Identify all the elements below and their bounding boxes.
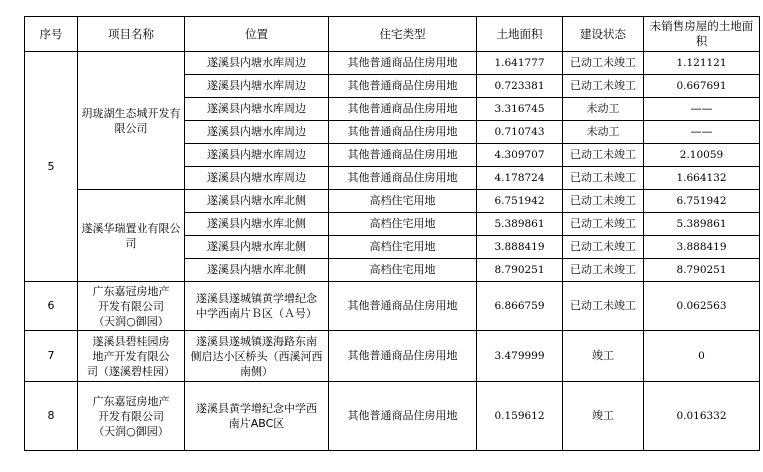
unsold-cell: 8.790251 [644, 259, 760, 282]
seq-cell: 7 [25, 331, 78, 382]
location-cell: 遂溪县内塘水库周边 [185, 167, 329, 190]
location-line: 南侧） [240, 364, 273, 378]
status-cell: 未动工 [563, 98, 644, 121]
area-cell: 1.641777 [477, 52, 563, 75]
type-cell: 其他普通商品住房用地 [329, 331, 477, 382]
header-location: 位置 [185, 17, 329, 52]
project-name-cell [78, 382, 185, 451]
type-cell: 其他普通商品住房用地 [329, 144, 477, 167]
location-cell [185, 282, 329, 331]
seq-cell: 8 [25, 382, 78, 451]
area-cell: 3.888419 [477, 236, 563, 259]
location-line: 遂溪县遂城镇遂海路东南 [196, 334, 317, 348]
table-row [25, 282, 760, 331]
project-name-cell: 玥珑湖生态城开发有限公司 [78, 52, 185, 190]
area-cell: 5.389861 [477, 213, 563, 236]
unsold-cell: 3.888419 [644, 236, 760, 259]
seq-cell: 6 [25, 282, 78, 331]
unsold-cell: 5.389861 [644, 213, 760, 236]
seq-cell: 5 [25, 52, 78, 282]
header-project: 项目名称 [78, 17, 185, 52]
type-cell: 其他普通商品住房用地 [329, 52, 477, 75]
location-line: 中学西南片Ｂ区（Ａ号） [196, 307, 317, 320]
status-cell: 已动工未竣工 [563, 190, 644, 213]
type-cell: 高档住宅用地 [329, 236, 477, 259]
area-cell: 0.710743 [477, 121, 563, 144]
location-line: 遂溪县遂城镇黄学增纪念 [196, 292, 317, 305]
location-cell: 遂溪县内塘水库周边 [185, 98, 329, 121]
unsold-cell: —— [644, 121, 760, 144]
project-name-line: 开发有限公司 [98, 409, 164, 423]
unsold-cell: 1.664132 [644, 167, 760, 190]
location-line: 侧启达小区桥头（西溪河西 [190, 349, 323, 363]
area-cell: 4.178724 [477, 167, 563, 190]
location-cell: 遂溪县内塘水库周边 [185, 144, 329, 167]
area-cell: 3.316745 [477, 98, 563, 121]
location-line: 南片ABC区 [228, 417, 285, 430]
status-cell: 已动工未竣工 [563, 213, 644, 236]
area-cell: 8.790251 [477, 259, 563, 282]
project-name-line: （天润○御园） [93, 314, 169, 328]
location-line: 遂溪县黄学增纪念中学西 [196, 402, 317, 415]
status-cell: 已动工未竣工 [563, 167, 644, 190]
project-name-line: （天润○御园） [93, 424, 169, 438]
location-cell: 遂溪县内塘水库周边 [185, 121, 329, 144]
type-cell: 其他普通商品住房用地 [329, 98, 477, 121]
location-cell: 遂溪县内塘水库北侧 [185, 213, 329, 236]
status-cell: 竣工 [563, 331, 644, 382]
project-name-line: 地产开发有限公 [92, 349, 170, 363]
land-table-container [24, 16, 760, 451]
status-cell: 未动工 [563, 121, 644, 144]
header-type: 住宅类型 [329, 17, 477, 52]
area-cell: 0.159612 [477, 382, 563, 451]
area-cell: 6.866759 [477, 282, 563, 331]
header-row [25, 17, 760, 52]
header-seq: 序号 [25, 17, 78, 52]
status-cell: 已动工未竣工 [563, 259, 644, 282]
area-cell: 4.309707 [477, 144, 563, 167]
project-name-line: 司（遂溪碧桂园） [87, 364, 175, 378]
status-cell: 竣工 [563, 382, 644, 451]
type-cell: 其他普通商品住房用地 [329, 167, 477, 190]
unsold-cell: —— [644, 98, 760, 121]
status-cell: 已动工未竣工 [563, 282, 644, 331]
location-cell: 遂溪县内塘水库北侧 [185, 190, 329, 213]
land-table [24, 16, 760, 451]
type-cell: 高档住宅用地 [329, 213, 477, 236]
location-cell [185, 382, 329, 451]
unsold-cell: 0.062563 [644, 282, 760, 331]
location-cell: 遂溪县内塘水库北侧 [185, 236, 329, 259]
header-unsold: 未销售房屋的土地面积 [644, 17, 760, 52]
status-cell: 已动工未竣工 [563, 236, 644, 259]
unsold-cell: 1.121121 [644, 52, 760, 75]
table-row [25, 382, 760, 451]
type-cell: 高档住宅用地 [329, 190, 477, 213]
unsold-cell: 0 [644, 331, 760, 382]
location-cell: 遂溪县内塘水库周边 [185, 75, 329, 98]
header-status: 建设状态 [563, 17, 644, 52]
project-name-line: 遂溪县碧桂园房 [92, 334, 170, 348]
header-area: 土地面积 [477, 17, 563, 52]
type-cell: 高档住宅用地 [329, 259, 477, 282]
type-cell: 其他普通商品住房用地 [329, 121, 477, 144]
type-cell: 其他普通商品住房用地 [329, 75, 477, 98]
project-name-line: 开发有限公司 [98, 299, 164, 313]
location-cell [185, 331, 329, 382]
type-cell: 其他普通商品住房用地 [329, 282, 477, 331]
unsold-cell: 0.667691 [644, 75, 760, 98]
unsold-cell: 6.751942 [644, 190, 760, 213]
status-cell: 已动工未竣工 [563, 52, 644, 75]
status-cell: 已动工未竣工 [563, 75, 644, 98]
unsold-cell: 0.016332 [644, 382, 760, 451]
project-name-line: 广东嘉冠房地产 [92, 284, 170, 298]
status-cell: 已动工未竣工 [563, 144, 644, 167]
project-name-cell [78, 331, 185, 382]
type-cell: 其他普通商品住房用地 [329, 382, 477, 451]
area-cell: 3.479999 [477, 331, 563, 382]
table-row [25, 331, 760, 382]
area-cell: 0.723381 [477, 75, 563, 98]
unsold-cell: 2.10059 [644, 144, 760, 167]
location-cell: 遂溪县内塘水库周边 [185, 52, 329, 75]
table-row [25, 52, 760, 75]
project-name-cell: 遂溪华瑞置业有限公司 [78, 190, 185, 282]
location-cell: 遂溪县内塘水库北侧 [185, 259, 329, 282]
table-row [25, 190, 760, 213]
area-cell: 6.751942 [477, 190, 563, 213]
project-name-cell [78, 282, 185, 331]
project-name-line: 广东嘉冠房地产 [92, 394, 170, 408]
